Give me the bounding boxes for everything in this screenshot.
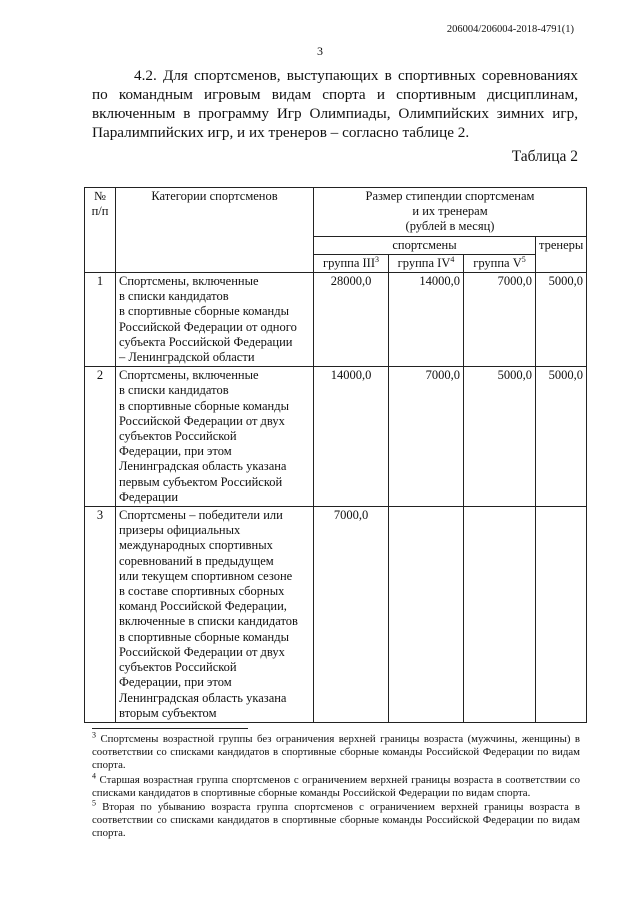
header-size-text: Размер стипендии спортсменам и их тренерам (рублей в месяц): [365, 189, 535, 234]
group-3-label: группа III: [322, 255, 375, 270]
row-group-5: 7000,0: [464, 273, 536, 367]
table-row: [85, 367, 587, 507]
header-num-text: № п/п: [91, 189, 109, 219]
section-paragraph: [92, 66, 578, 142]
row-group-5: [464, 507, 536, 723]
table-row: [85, 273, 587, 367]
group-5-label: группа V: [473, 255, 522, 270]
row-trainers: 5000,0: [536, 367, 587, 507]
header-athletes: спортсмены: [314, 236, 536, 254]
row-category: [116, 507, 314, 723]
row-category-text: Спортсмены – победители или призеры официальных международных спортивных соревнований в предыдущем или текущем спортивном сезоне в составе спортивных сборных команд Российской Федерации, включенные в списки кандидатов в спортивные сборные команды Российской Федерации от двух субъектов Российской Федерации, при этом Ленинградская область указана вторым субъектом: [119, 508, 298, 720]
header-trainers: тренеры: [536, 236, 587, 272]
row-num: 2: [85, 367, 116, 507]
row-category: [116, 367, 314, 507]
row-category: [116, 273, 314, 367]
header-group-4: [389, 254, 464, 272]
document-id: 206004/206004-2018-4791(1): [446, 24, 574, 35]
footnote-text: Старшая возрастная группа спортсменов с ограничением верхней границы возраста в соответствии со списками кандидатов в спортивные сборные команды Российской Федерации по видам спорта.: [92, 773, 580, 799]
row-group-4: 7000,0: [389, 367, 464, 507]
header-size: [314, 188, 587, 237]
row-trainers: [536, 507, 587, 723]
row-category-text: Спортсмены, включенные в списки кандидатов в спортивные сборные команды Российской Федерации от двух субъектов Российской Федерации, при этом Ленинградская область указана первым субъектом Российской Федерации: [119, 368, 290, 504]
footnote-mark: 3: [92, 730, 96, 740]
footnote-mark: 4: [92, 771, 96, 781]
footnote: [92, 730, 580, 773]
row-group-4: [389, 507, 464, 723]
row-group-3: 28000,0: [314, 273, 389, 367]
row-category-text: Спортсмены, включенные в списки кандидатов в спортивные сборные команды Российской Федерации от одного субъекта Российской Федерации – Ленинградской области: [119, 274, 297, 365]
group-5-footnote-mark: 5: [521, 254, 526, 264]
row-group-3: 7000,0: [314, 507, 389, 723]
paragraph-text: 4.2. Для спортсменов, выступающих в спортивных соревнованиях по командным игровым видам спорта и спортивным дисциплинам, включенным в программу Игр Олимпиады, Олимпийских зимних игр, Паралимпийских игр, и их тренеров – согласно таблице 2.: [92, 67, 578, 141]
footnotes: [92, 730, 580, 842]
row-num: 1: [85, 273, 116, 367]
group-4-label: группа IV: [397, 255, 451, 270]
header-category: Категории спортсменов: [116, 188, 314, 273]
header-num: [85, 188, 116, 273]
row-group-3: 14000,0: [314, 367, 389, 507]
footnote: [92, 798, 580, 841]
scholarship-table: [84, 187, 587, 723]
row-num: 3: [85, 507, 116, 723]
page-number: 3: [317, 44, 323, 58]
header-group-5: [464, 254, 536, 272]
row-trainers: 5000,0: [536, 273, 587, 367]
footnote-divider: [92, 728, 248, 729]
header-group-3: [314, 254, 389, 272]
table-caption: Таблица 2: [511, 148, 578, 165]
table-header-row: [85, 188, 587, 237]
footnote-mark: 5: [92, 798, 96, 808]
footnote-text: Спортсмены возрастной группы без ограничения верхней границы возраста (мужчины, женщины) в соответствии со списками кандидатов в спортивные сборные команды Российской Федерации по видам спорта.: [92, 733, 580, 772]
row-group-4: 14000,0: [389, 273, 464, 367]
table-row: [85, 507, 587, 723]
footnote-text: Вторая по убыванию возраста группа спортсменов с ограничением верхней границы возраста в соответствии со списками кандидатов в спортивные сборные команды Российской Федерации по видам спорта.: [92, 801, 580, 840]
group-3-footnote-mark: 3: [375, 254, 379, 264]
row-group-5: 5000,0: [464, 367, 536, 507]
group-4-footnote-mark: 4: [450, 254, 455, 264]
footnote: [92, 771, 580, 800]
